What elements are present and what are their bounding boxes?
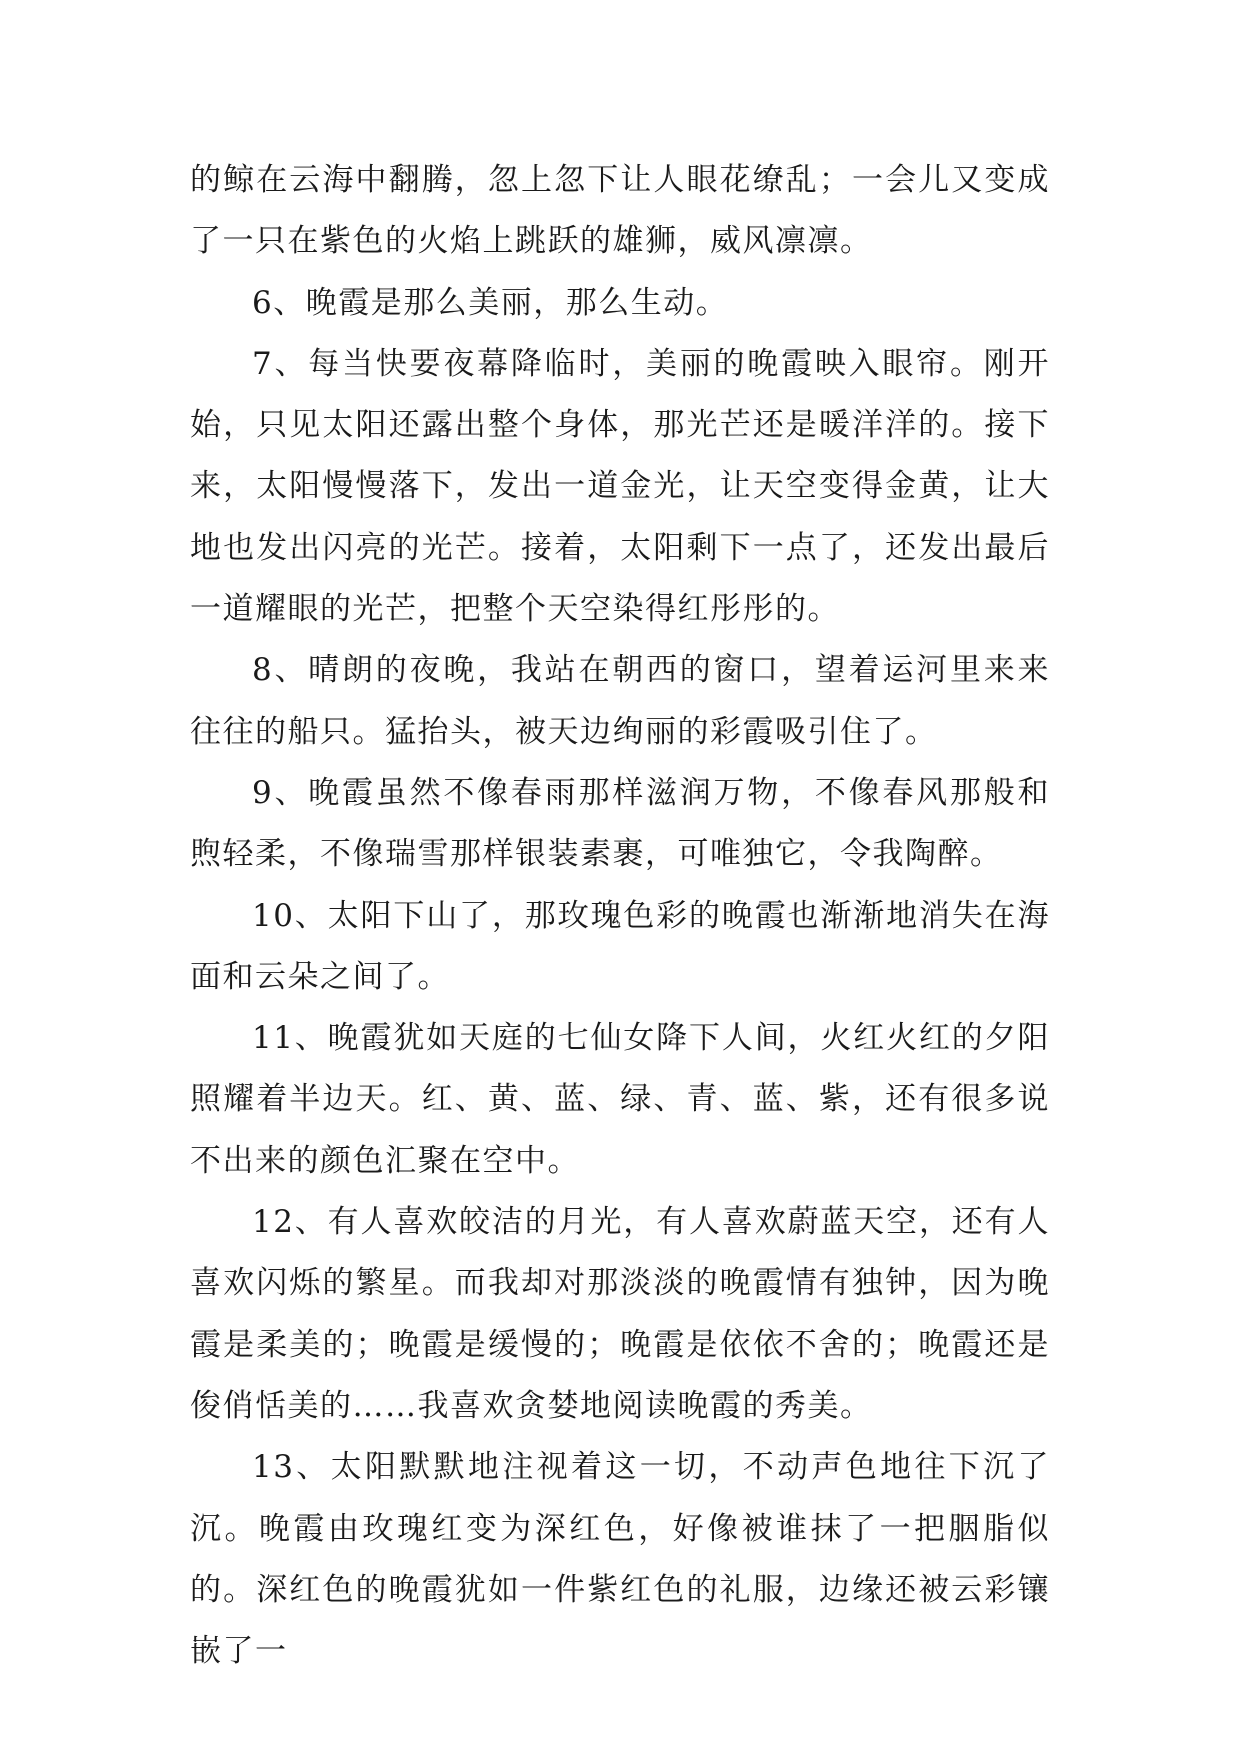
- paragraph-9: 9、晚霞虽然不像春雨那样滋润万物，不像春风那般和煦轻柔，不像瑞雪那样银装素裹，可唯独它，令我陶醉。: [190, 774, 1050, 873]
- paragraph-6: 6、晚霞是那么美丽，那么生动。: [252, 284, 729, 321]
- paragraph-7: 7、每当快要夜幕降临时，美丽的晚霞映入眼帘。刚开始，只见太阳还露出整个身体，那光芒还是暖洋洋的。接下来，太阳慢慢落下，发出一道金光，让天空变得金黄，让大地也发出闪亮的光芒。接着，太阳剩下一点了，还发出最后一道耀眼的光芒，把整个天空染得红彤彤的。: [190, 345, 1050, 628]
- paragraph-13: 13、太阳默默地注视着这一切，不动声色地往下沉了沉。晚霞由玫瑰红变为深红色，好像被谁抹了一把胭脂似的。深红色的晚霞犹如一件紫红色的礼服，边缘还被云彩镶嵌了一: [190, 1449, 1050, 1670]
- paragraph-continuation: 的鲸在云海中翻腾，忽上忽下让人眼花缭乱；一会儿又变成了一只在紫色的火焰上跳跃的雄狮，威风凛凛。: [190, 162, 1050, 260]
- paragraph-11: 11、晚霞犹如天庭的七仙女降下人间，火红火红的夕阳照耀着半边天。红、黄、蓝、绿、青、蓝、紫，还有很多说不出来的颜色汇聚在空中。: [190, 1020, 1050, 1179]
- document-body: [190, 150, 1050, 1682]
- paragraph-8: 8、晴朗的夜晚，我站在朝西的窗口，望着运河里来来往往的船只。猛抬头，被天边绚丽的彩霞吸引住了。: [190, 652, 1050, 750]
- paragraph-12: 12、有人喜欢皎洁的月光，有人喜欢蔚蓝天空，还有人喜欢闪烁的繁星。而我却对那淡淡的晚霞情有独钟，因为晚霞是柔美的；晚霞是缓慢的；晚霞是依依不舍的；晚霞还是俊俏恬美的……我喜欢贪婪地阅读晚霞的秀美。: [190, 1204, 1050, 1424]
- paragraph-10: 10、太阳下山了，那玫瑰色彩的晚霞也渐渐地消失在海面和云朵之间了。: [190, 897, 1050, 995]
